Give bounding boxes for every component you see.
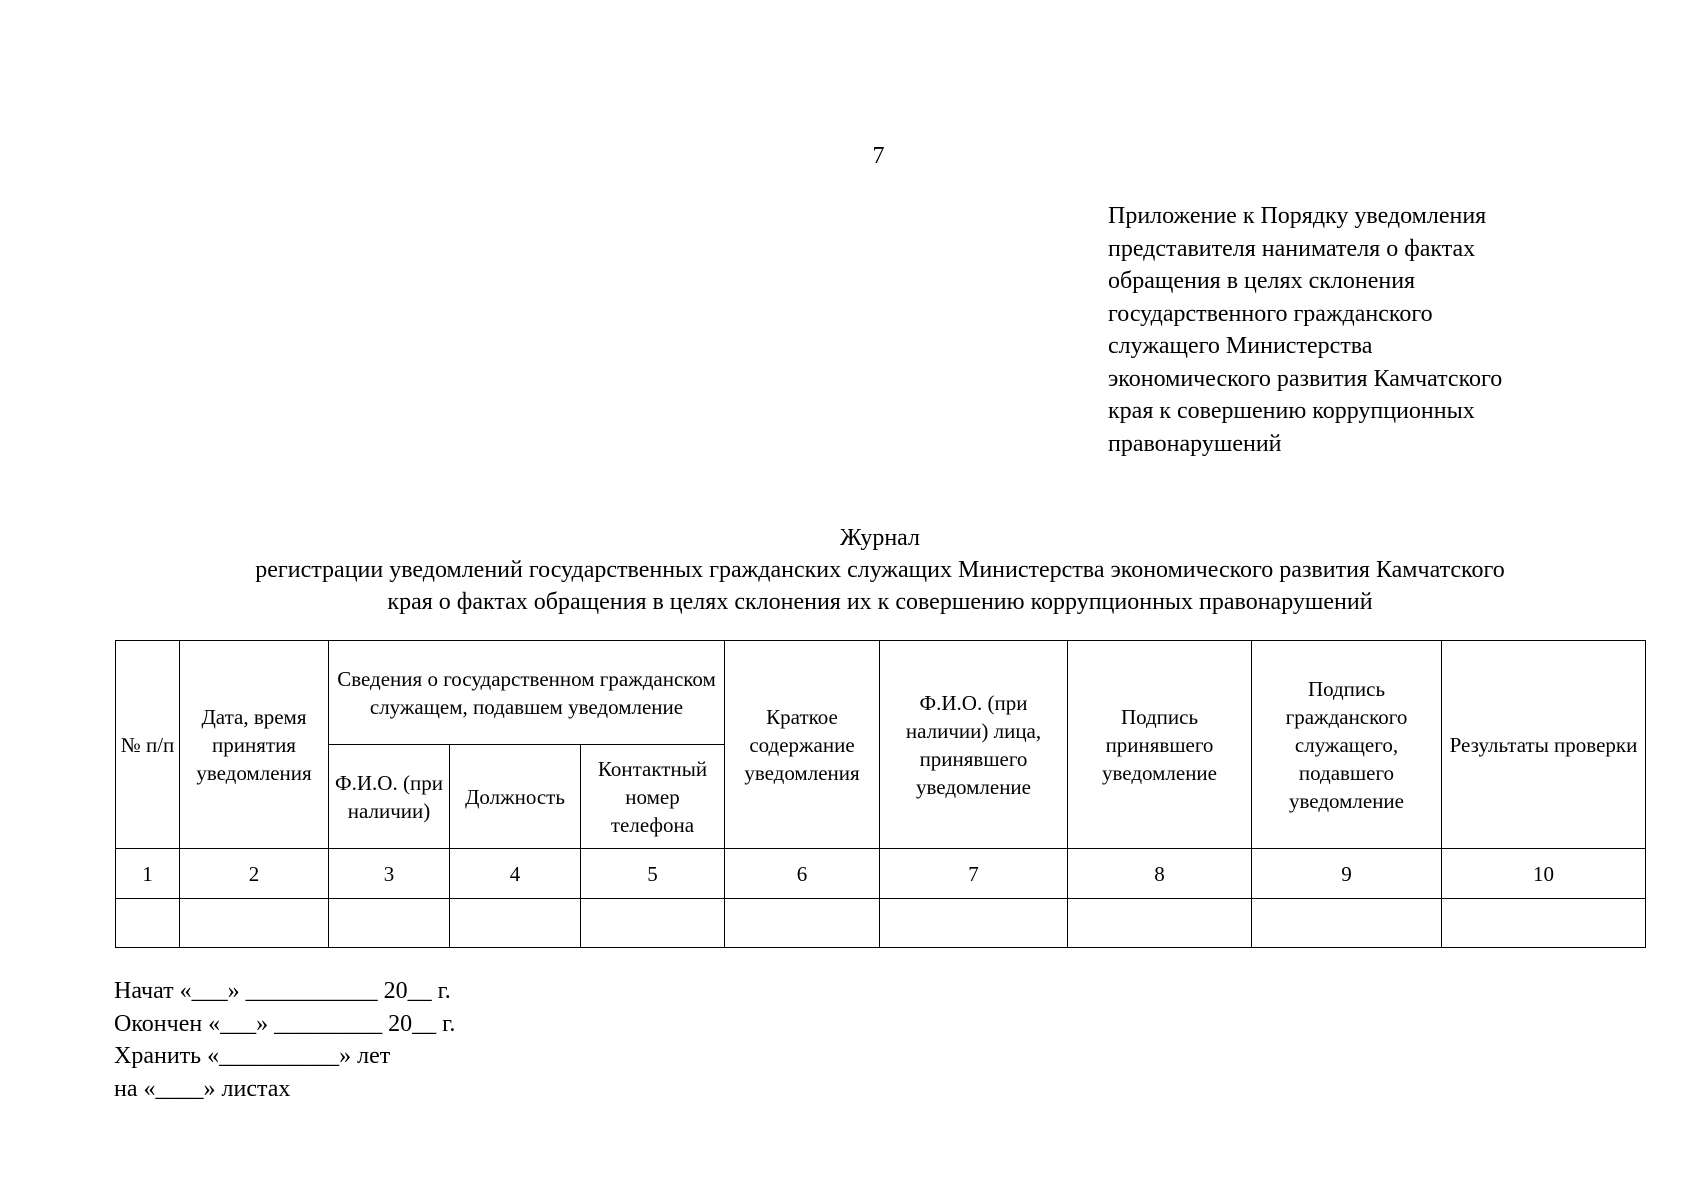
table-cell xyxy=(1442,899,1646,948)
header-cell-position: Должность xyxy=(450,745,581,849)
header-cell-results: Результаты проверки xyxy=(1442,641,1646,849)
table-cell xyxy=(1068,899,1252,948)
column-number-row xyxy=(116,849,1646,899)
column-number: 5 xyxy=(581,849,725,899)
appendix-line: представителя нанимателя о фактах xyxy=(1108,235,1476,262)
header-cell-summary: Краткое содержание уведомления xyxy=(725,641,880,849)
header-cell-receiver-signature: Подпись принявшего уведомление xyxy=(1068,641,1252,849)
journal-footer xyxy=(114,975,455,1105)
column-number: 4 xyxy=(450,849,581,899)
column-number: 10 xyxy=(1442,849,1646,899)
column-number: 6 xyxy=(725,849,880,899)
appendix-line: служащего Министерства xyxy=(1108,333,1373,359)
column-number: 9 xyxy=(1252,849,1442,899)
journal-subtitle-line: края о фактах обращения в целях склонения их к совершению коррупционных правонарушений xyxy=(387,589,1373,615)
footer-finished: Окончен «___» _________ 20__ г. xyxy=(114,1010,456,1037)
appendix-line: Приложение к Порядку уведомления xyxy=(1108,203,1487,229)
table-cell xyxy=(880,899,1068,948)
header-cell-employee-signature: Подпись гражданского служащего, подавшего уведомление xyxy=(1252,641,1442,849)
table-cell xyxy=(725,899,880,948)
column-number: 7 xyxy=(880,849,1068,899)
header-cell-date: Дата, время принятия уведомления xyxy=(180,641,329,849)
page-number: 7 xyxy=(872,143,885,169)
header-cell-phone: Контактный номер телефона xyxy=(581,745,725,849)
footer-started: Начат «___» ___________ 20__ г. xyxy=(114,978,451,1004)
table-cell xyxy=(581,899,725,948)
footer-keep: Хранить «__________» лет xyxy=(114,1043,391,1069)
journal-heading xyxy=(120,522,1640,618)
header-cell-number: № п/п xyxy=(116,641,180,849)
appendix-line: правонарушений xyxy=(1108,430,1282,457)
journal-title: Журнал xyxy=(839,525,920,551)
journal-subtitle-line: регистрации уведомлений государственных гражданских служащих Министерства экономического развития Камчатского xyxy=(255,557,1505,583)
column-number: 1 xyxy=(116,849,180,899)
journal-table xyxy=(115,640,1646,948)
table-header-row xyxy=(116,641,1646,745)
appendix-line: экономического развития Камчатского xyxy=(1108,365,1503,392)
header-cell-employee-info: Сведения о государственном гражданском служащем, подавшем уведомление xyxy=(329,641,725,745)
column-number: 3 xyxy=(329,849,450,899)
column-number: 2 xyxy=(180,849,329,899)
header-cell-employee-name: Ф.И.О. (при наличии) xyxy=(329,745,450,849)
table-cell xyxy=(329,899,450,948)
table-cell xyxy=(116,899,180,948)
table-cell xyxy=(450,899,581,948)
footer-sheets: на «____» листах xyxy=(114,1075,291,1102)
appendix-line: обращения в целях склонения xyxy=(1108,268,1416,294)
column-number: 8 xyxy=(1068,849,1252,899)
appendix-line: края к совершению коррупционных xyxy=(1108,398,1475,424)
appendix-note xyxy=(1108,200,1628,460)
table-cell xyxy=(1252,899,1442,948)
header-cell-receiver-name: Ф.И.О. (при наличии) лица, принявшего уведомление xyxy=(880,641,1068,849)
appendix-line: государственного гражданского xyxy=(1108,300,1433,327)
table-cell xyxy=(180,899,329,948)
table-row xyxy=(116,899,1646,948)
